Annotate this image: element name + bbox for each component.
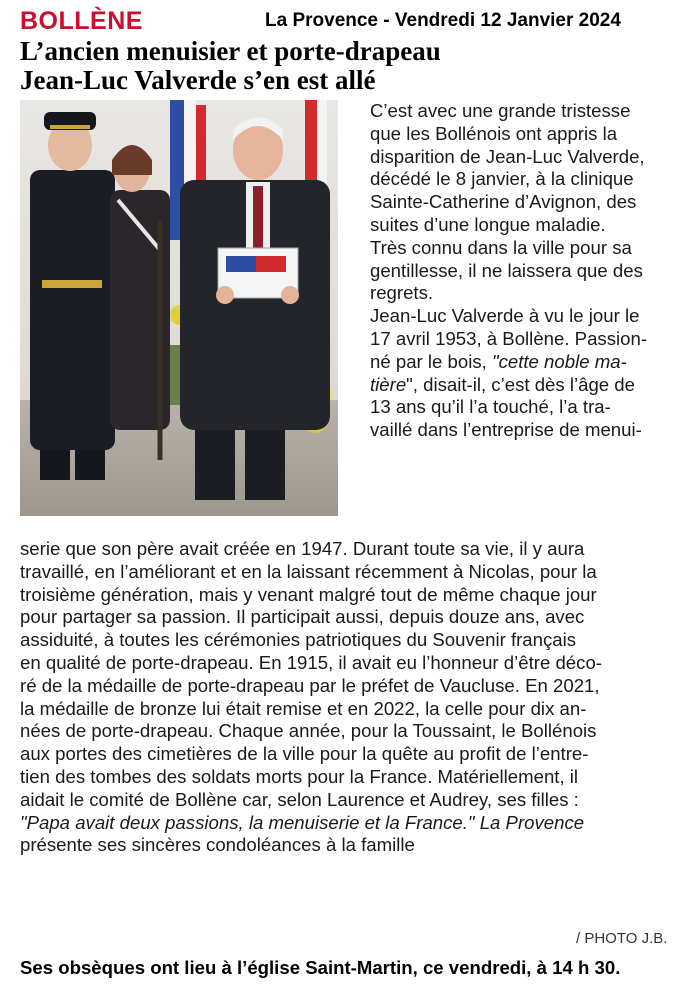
column-line: disparition de Jean-Luc Valverde,	[370, 145, 645, 167]
photo-credit: / PHOTO J.B.	[576, 930, 668, 947]
column-line: regrets.	[370, 282, 434, 304]
body-line: aidait le comité de Bollène car, selon Laurence et Audrey, ses filles :	[20, 788, 579, 810]
column-text: né par le bois,	[370, 350, 492, 372]
article-full-width-text	[20, 538, 692, 857]
column-line: gentillesse, il ne laissera que des	[370, 259, 643, 281]
ceremony-photo	[20, 100, 338, 516]
column-line: que les Bollénois ont appris la	[370, 122, 618, 144]
body-line: aux portes des cimetières de la ville pour la quête au profit de l’entre-	[20, 743, 589, 765]
body-line: nées de porte-drapeau. Chaque année, pour la Toussaint, le Bollénois	[20, 720, 597, 742]
headline-line-2: Jean-Luc Valverde s’en est allé	[20, 65, 376, 95]
headline	[20, 37, 690, 95]
column-line-quote-end	[370, 374, 690, 397]
column-line-quote	[370, 351, 690, 374]
funeral-notice: Ses obsèques ont lieu à l’église Saint-Martin, ce vendredi, à 14 h 30.	[20, 957, 621, 978]
body-line: assiduité, à toutes les cérémonies patriotiques du Souvenir français	[20, 629, 577, 651]
headline-line-1: L’ancien menuisier et porte-drapeau	[20, 36, 441, 66]
body-line: tien des tombes des soldats morts pour la France. Matériellement, il	[20, 765, 579, 787]
column-line: 17 avril 1953, à Bollène. Passion-	[370, 327, 648, 349]
newspaper-name: La Provence	[474, 811, 585, 833]
body-line: ré de la médaille de porte-drapeau par le préfet de Vaucluse. En 2021,	[20, 674, 600, 696]
column-text: ", disait-il, c’est dès l’âge de	[406, 373, 635, 395]
italic-quote: tière	[370, 373, 407, 395]
body-line: en qualité de porte-drapeau. En 1915, il avait eu l’honneur d’être déco-	[20, 651, 602, 673]
dateline: La Provence - Vendredi 12 Janvier 2024	[265, 10, 621, 31]
column-line: Très connu dans la ville pour sa	[370, 236, 632, 258]
body-line: serie que son père avait créée en 1947. Durant toute sa vie, il y aura	[20, 538, 585, 559]
body-line: travaillé, en l’améliorant et en la laissant récemment à Nicolas, pour la	[20, 560, 597, 582]
ceremony-photo-illustration	[20, 100, 338, 516]
body-line-last: présente ses sincères condoléances à la famille	[20, 834, 415, 856]
column-line: 13 ans qu’il l’a touché, l’a tra-	[370, 396, 611, 418]
family-quote: "Papa avait deux passions, la menuiserie et la France."	[20, 811, 475, 833]
body-line: la médaille de bronze lui était remise et en 2022, la celle pour dix an-	[20, 697, 587, 719]
column-line: décédé le 8 janvier, à la clinique	[370, 168, 634, 190]
body-line: pour partager sa passion. Il participait aussi, depuis douze ans, avec	[20, 606, 585, 628]
quote-line	[20, 812, 692, 835]
italic-quote: "cette noble ma-	[491, 350, 627, 372]
column-line: Jean-Luc Valverde à vu le jour le	[370, 305, 640, 327]
column-line: vaillé dans l’entreprise de menui-	[370, 419, 642, 441]
column-line: suites d’une longue maladie.	[370, 213, 606, 235]
article-column-text	[370, 100, 690, 442]
rubric-town: BOLLÈNE	[20, 7, 143, 35]
body-line: troisième génération, mais y venant malgré tout de même chaque jour	[20, 583, 597, 605]
column-line: Sainte-Catherine d’Avignon, des	[370, 191, 637, 213]
column-line: C’est avec une grande tristesse	[370, 100, 631, 121]
